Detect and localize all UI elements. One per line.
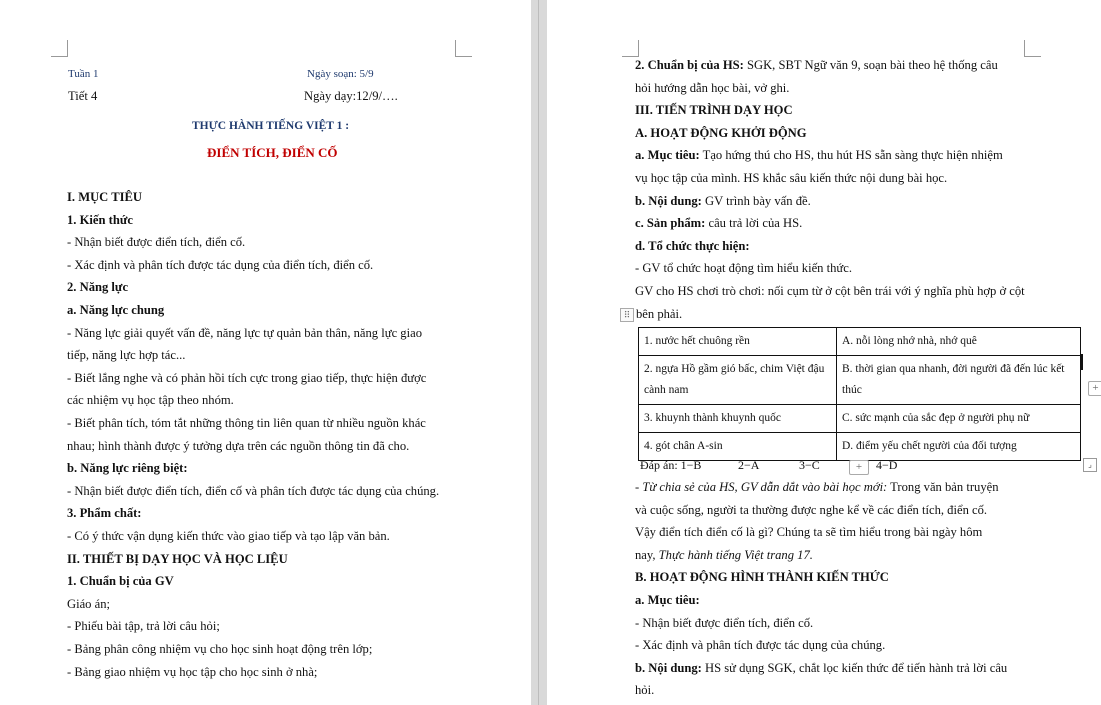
- answer-4[interactable]: 4−D: [876, 458, 898, 472]
- right-text-line-bold: b. Nội dung:: [635, 660, 702, 675]
- answer-3[interactable]: 3−C: [799, 458, 820, 472]
- right-text-line-text: Trong văn bản truyện: [887, 480, 999, 494]
- right-text-line[interactable]: [635, 615, 813, 631]
- right-text-line-text: và cuộc sống, người ta thường được nghe kể về các điển tích, điển cố.: [635, 502, 988, 517]
- answer-2[interactable]: 2−A: [738, 458, 760, 472]
- right-text-line[interactable]: [635, 682, 654, 698]
- table-row[interactable]: [639, 328, 1081, 356]
- phrase-cell[interactable]: 4. gót chân A-sin: [639, 433, 837, 461]
- text-cursor: [1080, 354, 1083, 370]
- right-text-line[interactable]: [635, 260, 852, 276]
- right-text-line[interactable]: [635, 569, 889, 585]
- meaning-cell[interactable]: B. thời gian qua nhanh, đời người đã đến lúc kết thúc: [837, 356, 1081, 405]
- right-text-line[interactable]: [635, 57, 998, 73]
- left-text-line[interactable]: - Phiếu bài tập, trả lời câu hỏi;: [67, 619, 220, 634]
- right-text-line-text: Tạo hứng thú cho HS, thu hút HS sẵn sàng thực hiện nhiệm: [699, 148, 1003, 163]
- right-text-line-text: GV trình bày vấn đề.: [701, 193, 811, 208]
- document-page-left: [0, 0, 531, 705]
- table-resize-handle-icon[interactable]: ⌟: [1083, 458, 1097, 472]
- right-text-line-text: hỏi hướng dẫn học bài, vở ghi.: [635, 80, 790, 95]
- right-text-line[interactable]: [635, 660, 1007, 676]
- page-gutter: [531, 0, 547, 705]
- right-text-line[interactable]: [635, 524, 982, 540]
- table-move-handle-icon[interactable]: ⠿: [620, 308, 634, 322]
- phrase-cell[interactable]: 3. khuynh thành khuynh quốc: [639, 405, 837, 433]
- right-text-line-bold: b. Nội dung:: [635, 193, 702, 208]
- right-text-line[interactable]: [635, 637, 885, 653]
- left-text-line[interactable]: - Xác định và phân tích được tác dụng của điển tích, điển cố.: [67, 257, 374, 272]
- right-text-line[interactable]: [635, 215, 802, 231]
- document-page-right: [547, 0, 1101, 705]
- left-text-line[interactable]: 1. Kiến thức: [67, 212, 133, 227]
- left-text-line[interactable]: b. Năng lực riêng biệt:: [67, 461, 188, 476]
- right-text-line[interactable]: [635, 547, 813, 563]
- right-text-line-italic: Thực hành tiếng Việt trang 17.: [658, 547, 813, 562]
- right-text-line[interactable]: [635, 102, 793, 118]
- prep-date-label[interactable]: Ngày soạn: 5/9: [307, 68, 374, 80]
- right-text-line[interactable]: [635, 170, 947, 186]
- right-text-line[interactable]: [635, 125, 807, 141]
- week-label[interactable]: Tuần 1: [68, 68, 99, 80]
- table-row[interactable]: [639, 433, 1081, 461]
- right-text-line-bold: 2. Chuẩn bị của HS:: [635, 58, 744, 72]
- right-text-line[interactable]: [635, 238, 750, 254]
- phrase-cell[interactable]: 1. nước hết chuông rền: [639, 328, 837, 356]
- left-text-line[interactable]: các nhiệm vụ học tập theo nhóm.: [67, 393, 234, 408]
- left-text-line[interactable]: nhau; hình thành được ý tưởng dựa trên các nguồn thông tin đã cho.: [67, 438, 410, 453]
- lesson-title[interactable]: THỰC HÀNH TIẾNG VIỆT 1 :: [192, 120, 350, 132]
- left-text-line[interactable]: - Có ý thức vận dụng kiến thức vào giao tiếp và tạo lập văn bản.: [67, 529, 390, 543]
- crop-mark-top-right: [1024, 40, 1041, 57]
- left-text-line[interactable]: Giáo án;: [67, 596, 111, 611]
- right-text-line-text: - Xác định và phân tích được tác dụng của chúng.: [635, 638, 886, 653]
- left-text-line[interactable]: tiếp, năng lực hợp tác...: [67, 348, 186, 363]
- right-text-line-bold: a. Mục tiêu:: [635, 593, 700, 607]
- teach-date-label[interactable]: Ngày dạy:12/9/….: [304, 89, 398, 103]
- right-text-line-text: vụ học tập của mình. HS khắc sâu kiến thức nội dung bài học.: [635, 171, 948, 185]
- right-text-line-bold: d. Tổ chức thực hiện:: [635, 238, 750, 253]
- crop-mark-top-right: [455, 40, 472, 57]
- right-text-line-text: nay,: [635, 547, 659, 562]
- crop-mark-top-left: [51, 40, 68, 57]
- meaning-cell[interactable]: A. nỗi lòng nhớ nhà, nhớ quê: [837, 328, 1081, 356]
- right-text-line[interactable]: [635, 147, 1003, 163]
- period-label[interactable]: Tiết 4: [68, 89, 98, 103]
- right-text-line[interactable]: [635, 479, 999, 495]
- right-text-line-text: bên phải.: [636, 306, 683, 321]
- right-text-line-text: HS sử dụng SGK, chắt lọc kiến thức để tiến hành trả lời câu: [701, 660, 1008, 675]
- right-text-line[interactable]: [635, 193, 811, 209]
- left-text-line[interactable]: 2. Năng lực: [67, 280, 129, 295]
- add-row-icon[interactable]: +: [849, 460, 869, 475]
- left-text-line[interactable]: a. Năng lực chung: [67, 303, 165, 317]
- left-text-line[interactable]: - Bảng phân công nhiệm vụ cho học sinh hoạt động trên lớp;: [67, 642, 373, 656]
- right-text-line-text: GV cho HS chơi trò chơi: nối cụm từ ở cột bên trái với ý nghĩa phù hợp ở cột: [635, 284, 1025, 298]
- meaning-cell[interactable]: D. điểm yếu chết người của đối tượng: [837, 433, 1081, 461]
- right-text-line[interactable]: [635, 80, 789, 96]
- right-text-line-text: câu trả lời của HS.: [705, 216, 803, 231]
- right-text-line-bold: A. HOẠT ĐỘNG KHỞI ĐỘNG: [635, 125, 807, 140]
- crop-mark-top-left: [622, 40, 639, 57]
- right-text-line[interactable]: [636, 306, 682, 322]
- left-text-line[interactable]: I. MỤC TIÊU: [67, 190, 142, 204]
- right-text-line[interactable]: [635, 502, 987, 518]
- answer-label[interactable]: Đáp án: 1−B: [640, 458, 702, 472]
- right-text-line-text: hỏi.: [635, 683, 655, 698]
- left-text-line[interactable]: - Biết lắng nghe và có phản hồi tích cực trong giao tiếp, thực hiện được: [67, 370, 427, 385]
- left-text-line[interactable]: - Nhận biết được điển tích, điển cố và phân tích được tác dụng của chúng.: [67, 483, 440, 498]
- meaning-cell[interactable]: C. sức mạnh của sắc đẹp ở người phụ nữ: [837, 405, 1081, 433]
- lesson-subtitle[interactable]: ĐIỂN TÍCH, ĐIỂN CỐ: [207, 145, 338, 160]
- right-text-line[interactable]: [635, 283, 1025, 299]
- matching-table[interactable]: [638, 327, 1081, 461]
- right-text-line-text: - Nhận biết được điển tích, điển cố.: [635, 615, 814, 630]
- right-text-line-text: Vậy điển tích điển cố là gì? Chúng ta sẽ tìm hiểu trong bài ngày hôm: [635, 525, 983, 540]
- right-text-line[interactable]: [635, 592, 700, 608]
- right-text-line-bold: c. Sản phẩm:: [635, 216, 706, 231]
- left-text-line[interactable]: II. THIẾT BỊ DẠY HỌC VÀ HỌC LIỆU: [67, 551, 288, 566]
- table-row[interactable]: [639, 405, 1081, 433]
- left-text-line[interactable]: 1. Chuẩn bị của GV: [67, 574, 174, 589]
- left-text-line[interactable]: - Nhận biết được điển tích, điển cố.: [67, 235, 246, 250]
- right-text-line-text: SGK, SBT Ngữ văn 9, soạn bài theo hệ thống câu: [743, 58, 998, 72]
- left-text-line[interactable]: - Năng lực giải quyết vấn đề, năng lực tự quản bản thân, năng lực giao: [67, 325, 422, 340]
- phrase-cell[interactable]: 2. ngựa Hồ gầm gió bấc, chim Việt đậu cành nam: [639, 356, 837, 405]
- right-text-line-text: - GV tổ chức hoạt động tìm hiểu kiến thức.: [635, 261, 852, 276]
- right-text-line-italic: - Từ chia sẻ của HS, GV dẫn dắt vào bài học mới:: [635, 480, 888, 494]
- right-text-line-bold: B. HOẠT ĐỘNG HÌNH THÀNH KIẾN THỨC: [635, 570, 889, 585]
- right-text-line-bold: III. TIẾN TRÌNH DẠY HỌC: [635, 103, 793, 118]
- left-text-line[interactable]: 3. Phẩm chất:: [67, 506, 142, 521]
- right-text-line-bold: a. Mục tiêu:: [635, 148, 700, 163]
- left-text-line[interactable]: - Biết phân tích, tóm tắt những thông tin liên quan từ nhiều nguồn khác: [67, 416, 426, 430]
- left-text-line[interactable]: - Bảng giao nhiệm vụ học tập cho học sinh ở nhà;: [67, 664, 318, 679]
- add-column-icon[interactable]: +: [1088, 381, 1101, 396]
- table-row[interactable]: [639, 356, 1081, 405]
